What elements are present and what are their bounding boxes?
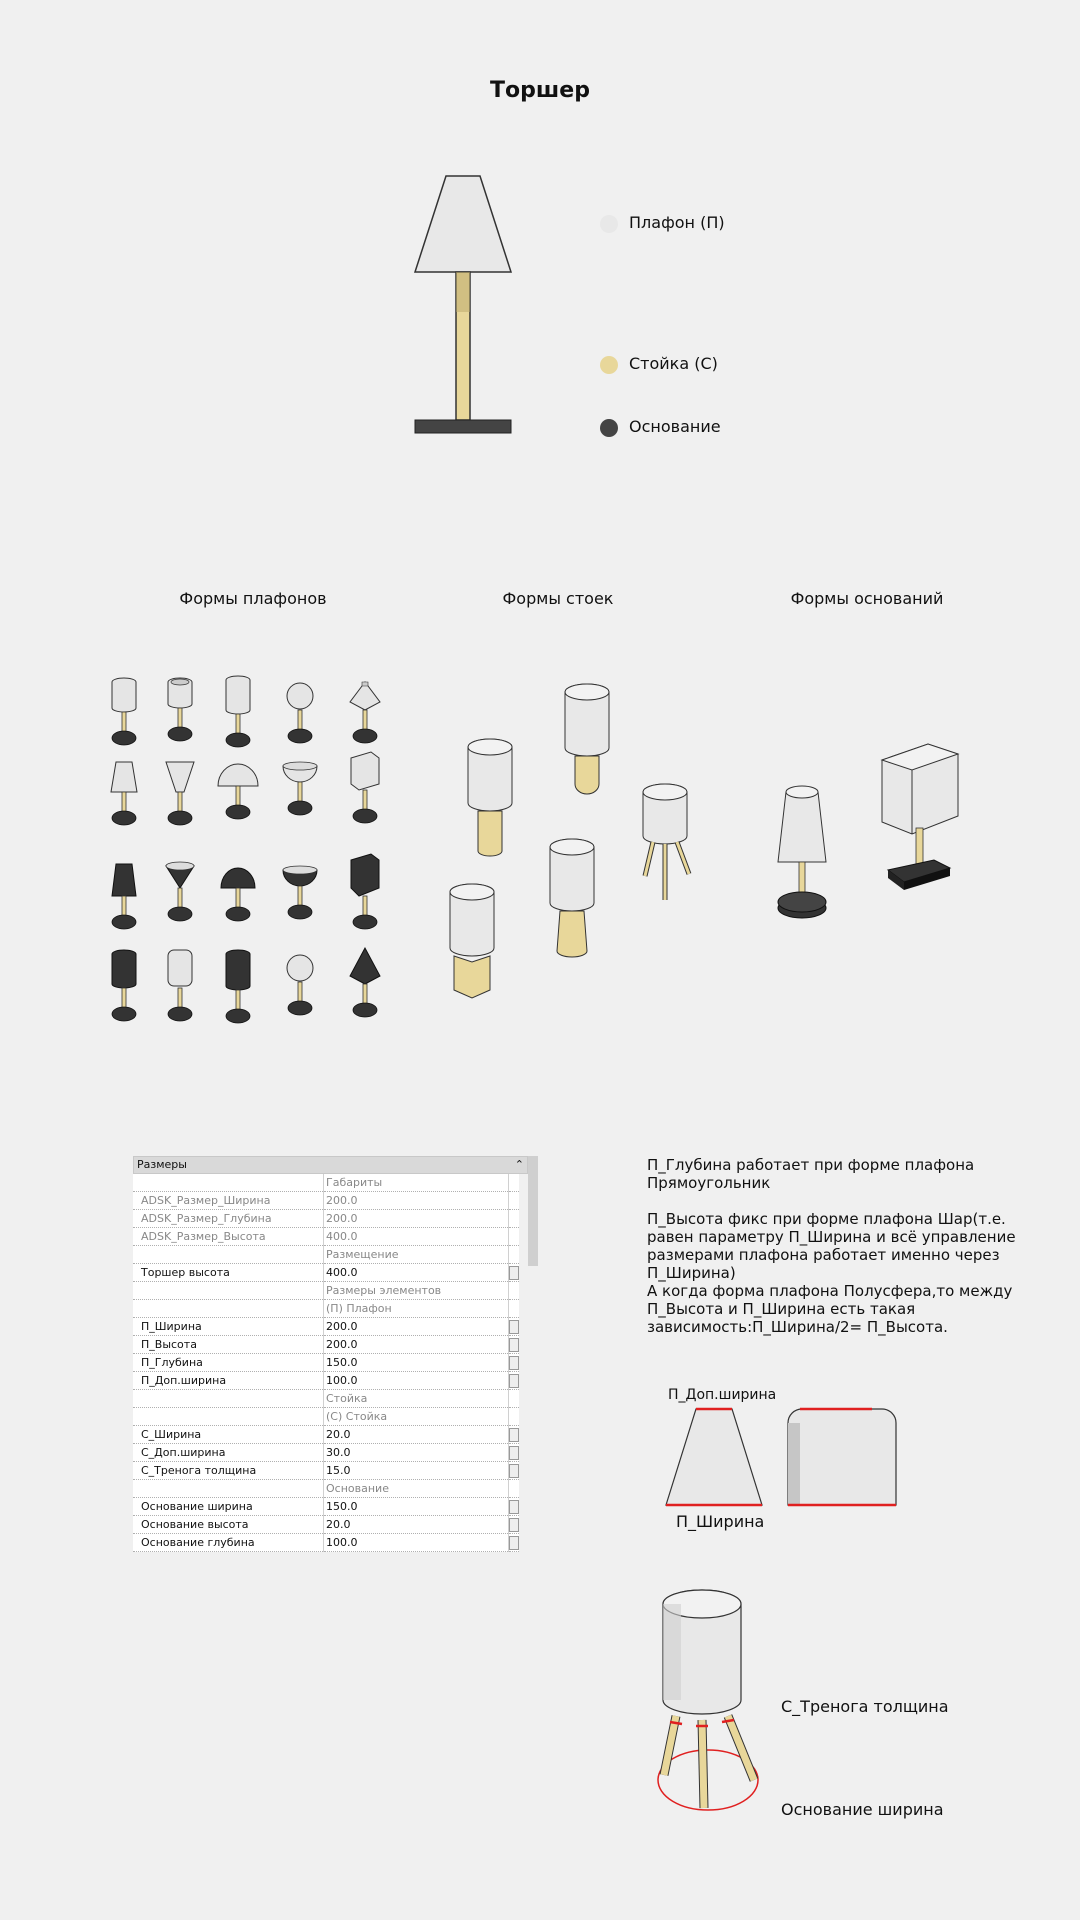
legend-shade-label: Плафон (П)	[629, 213, 725, 232]
property-row	[133, 1336, 519, 1354]
property-name: Торшер высота	[133, 1264, 324, 1282]
legend-stand-swatch	[600, 356, 618, 374]
property-name	[133, 1390, 324, 1408]
stand-shape-tapered	[468, 739, 512, 856]
shade-shape-rounded-cylinder-light	[168, 950, 192, 1021]
note-depth: П_Глубина работает при форме плафона Прямоугольник	[647, 1156, 975, 1192]
property-row	[133, 1300, 519, 1318]
shade-shape-funnel-light	[166, 762, 194, 825]
property-group-label: (С) Стойка	[324, 1408, 509, 1426]
property-row	[133, 1264, 519, 1282]
associate-parameter-button[interactable]	[509, 1338, 519, 1352]
associate-parameter-button[interactable]	[509, 1374, 519, 1388]
property-value: 200.0	[324, 1210, 509, 1228]
section-shades-heading: Формы плафонов	[179, 589, 327, 608]
property-group-label: (П) Плафон	[324, 1300, 509, 1318]
associate-parameter-button[interactable]	[509, 1428, 519, 1442]
properties-panel	[133, 1156, 528, 1552]
property-value[interactable]: 200.0	[324, 1318, 509, 1336]
associate-parameter-button[interactable]	[509, 1320, 519, 1334]
shade-shape-box-light	[351, 752, 379, 823]
property-value[interactable]: 150.0	[324, 1498, 509, 1516]
property-name: ADSK_Размер_Ширина	[133, 1192, 324, 1210]
property-value[interactable]: 20.0	[324, 1426, 509, 1444]
property-name: Основание ширина	[133, 1498, 324, 1516]
stand-shape-square	[450, 884, 494, 998]
main-lamp-base	[415, 420, 511, 433]
shade-shape-cylinder-dark	[112, 950, 136, 1021]
property-group-label: Стойка	[324, 1390, 509, 1408]
shade-shape-tall-cylinder-light	[226, 676, 250, 747]
base-shapes-group	[770, 740, 990, 930]
property-row	[133, 1192, 519, 1210]
legend-shade-swatch	[600, 215, 618, 233]
associate-parameter-button[interactable]	[509, 1266, 519, 1280]
property-name: П_Ширина	[133, 1318, 324, 1336]
property-name	[133, 1300, 324, 1318]
dim-tripod-thickness-label: С_Тренога толщина	[781, 1697, 949, 1716]
property-group-label: Основание	[324, 1480, 509, 1498]
shade-shape-cylinder-open-light	[168, 678, 192, 741]
shade-shape-bowl-light	[283, 762, 317, 815]
note-hemisphere: А когда форма плафона Полусфера,то между П_Высота и П_Ширина есть такая зависимость:П_Ширина/2= П_Высота.	[647, 1282, 1013, 1336]
main-lamp-shade	[415, 176, 511, 272]
property-row	[133, 1498, 519, 1516]
associate-parameter-button[interactable]	[509, 1446, 519, 1460]
shade-shape-tall-cylinder-dark	[226, 950, 250, 1023]
shade-dimension-diagram	[660, 1405, 900, 1515]
property-row	[133, 1318, 519, 1336]
double-chevron-up-icon[interactable]: ⌃	[514, 1158, 524, 1171]
associate-parameter-button[interactable]	[509, 1518, 519, 1532]
page-title: Торшер	[490, 78, 590, 103]
shade-shape-box-dark	[351, 854, 379, 929]
property-row	[133, 1408, 519, 1426]
property-value[interactable]: 150.0	[324, 1354, 509, 1372]
property-name: П_Глубина	[133, 1354, 324, 1372]
shade-shape-dome-dark	[221, 868, 255, 921]
properties-header[interactable]	[133, 1156, 528, 1174]
tripod-dimension-diagram	[650, 1580, 770, 1820]
property-row	[133, 1516, 519, 1534]
dim-bottom-width-label: П_Ширина	[676, 1512, 765, 1531]
associate-parameter-button[interactable]	[509, 1536, 519, 1550]
property-row	[133, 1480, 519, 1498]
legend-stand-label: Стойка (С)	[629, 354, 718, 373]
property-name: С_Ширина	[133, 1426, 324, 1444]
property-row	[133, 1534, 519, 1552]
dim-top-width-label: П_Доп.ширина	[668, 1387, 777, 1403]
section-stands-heading: Формы стоек	[502, 589, 614, 608]
property-row	[133, 1372, 519, 1390]
shade-shape-pyramid-light	[350, 682, 380, 743]
property-row	[133, 1210, 519, 1228]
properties-header-label: Размеры	[137, 1158, 187, 1171]
property-value[interactable]: 30.0	[324, 1444, 509, 1462]
property-name	[133, 1480, 324, 1498]
property-row	[133, 1426, 519, 1444]
property-group-label: Размещение	[324, 1246, 509, 1264]
property-value[interactable]: 20.0	[324, 1516, 509, 1534]
property-name	[133, 1282, 324, 1300]
property-value[interactable]: 400.0	[324, 1264, 509, 1282]
note-height: П_Высота фикс при форме плафона Шар(т.е. равен параметру П_Ширина и всё управление размерами плафона работает именно через П_Ширина)	[647, 1210, 1016, 1282]
property-value[interactable]: 15.0	[324, 1462, 509, 1480]
shade-shape-funnel-dark	[166, 862, 194, 921]
property-name: Основание высота	[133, 1516, 324, 1534]
legend-base-swatch	[600, 419, 618, 437]
property-row	[133, 1354, 519, 1372]
main-lamp-diagram	[400, 170, 540, 440]
shade-shapes-grid	[100, 670, 400, 1020]
property-name	[133, 1174, 324, 1192]
property-name: ADSK_Размер_Глубина	[133, 1210, 324, 1228]
property-row	[133, 1228, 519, 1246]
property-group-label: Размеры элементов	[324, 1282, 509, 1300]
shade-shape-cone-dark	[112, 864, 136, 929]
property-value: 200.0	[324, 1192, 509, 1210]
stand-shape-tripod	[643, 784, 689, 900]
property-row	[133, 1390, 519, 1408]
shade-shape-sphere-light	[287, 683, 313, 743]
properties-table	[133, 1174, 519, 1552]
property-value[interactable]: 200.0	[324, 1336, 509, 1354]
property-row	[133, 1174, 519, 1192]
stand-shapes-group	[440, 680, 710, 1010]
property-name: С_Тренога толщина	[133, 1462, 324, 1480]
property-value[interactable]: 100.0	[324, 1534, 509, 1552]
shade-shape-cylinder-light	[112, 678, 136, 745]
properties-scrollbar[interactable]	[528, 1156, 538, 1266]
associate-parameter-button[interactable]	[509, 1356, 519, 1370]
property-name: Основание глубина	[133, 1534, 324, 1552]
property-row	[133, 1282, 519, 1300]
property-group-label: Габариты	[324, 1174, 509, 1192]
section-bases-heading: Формы оснований	[790, 589, 944, 608]
base-shape-round	[778, 786, 826, 918]
associate-parameter-button[interactable]	[509, 1464, 519, 1478]
dim-base-width-label: Основание ширина	[781, 1800, 944, 1819]
property-name	[133, 1408, 324, 1426]
base-shape-rectangular	[882, 744, 958, 890]
property-row	[133, 1444, 519, 1462]
stand-shape-rounded	[565, 684, 609, 794]
property-value: 400.0	[324, 1228, 509, 1246]
legend-base-label: Основание	[629, 417, 721, 436]
shade-shape-dome-light	[218, 764, 258, 819]
property-name: ADSK_Размер_Высота	[133, 1228, 324, 1246]
associate-parameter-button[interactable]	[509, 1500, 519, 1514]
property-name: С_Доп.ширина	[133, 1444, 324, 1462]
shade-shape-bowl-dark	[283, 866, 317, 919]
property-row	[133, 1246, 519, 1264]
stand-shape-cone	[550, 839, 594, 957]
shade-shape-pyramid-dark	[350, 948, 380, 1017]
property-name	[133, 1246, 324, 1264]
notes-text	[647, 1156, 1047, 1354]
property-value[interactable]: 100.0	[324, 1372, 509, 1390]
property-name: П_Доп.ширина	[133, 1372, 324, 1390]
property-row	[133, 1462, 519, 1480]
shade-shape-cone-light	[111, 762, 137, 825]
property-name: П_Высота	[133, 1336, 324, 1354]
shade-shape-small-sphere-light	[287, 955, 313, 1015]
